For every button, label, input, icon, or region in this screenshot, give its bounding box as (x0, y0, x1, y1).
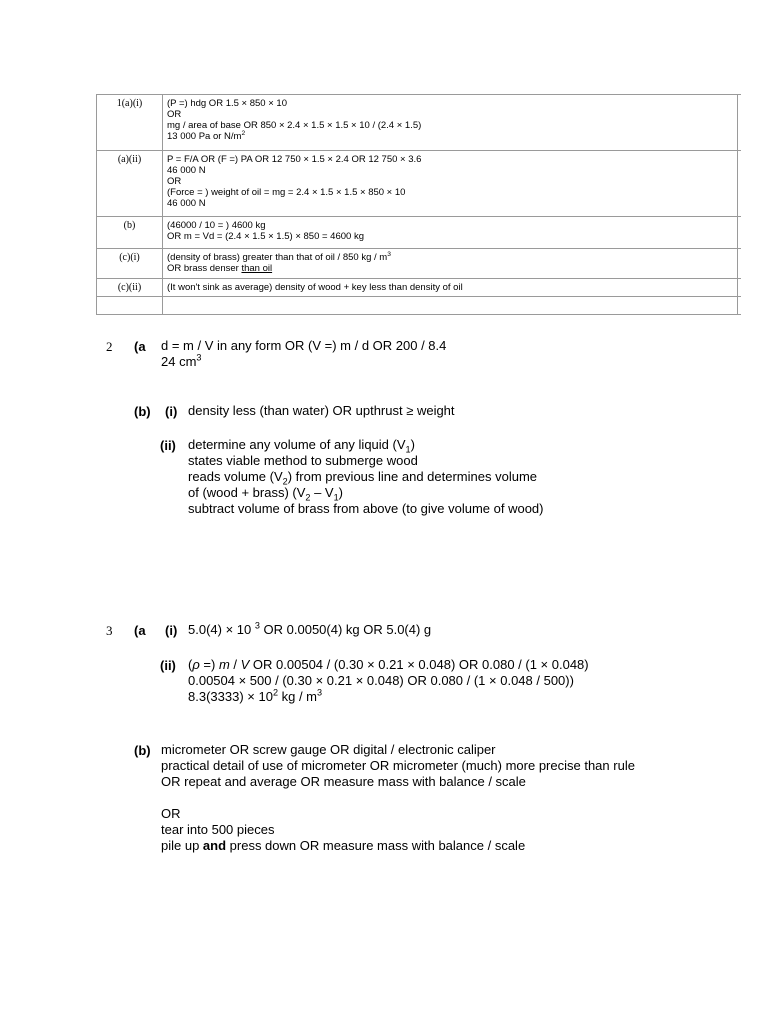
row-label: 1(a)(i) (97, 95, 163, 151)
part-label-bi: (i) (165, 404, 178, 419)
row-label: (c)(ii) (97, 279, 163, 297)
answer-3ai: 5.0(4) × 10 $^3$ OR 0.0050(4) kg OR 5.0(4) g (188, 620, 432, 637)
row-answer: (46000 / 10 = ) 4600 kg OR m = Vd = (2.4 × 1.5 × 1.5) × 850 = 4600 kg (163, 217, 738, 249)
answer-2bi: density less (than water) OR upthrust ≥ weight (188, 403, 455, 418)
part-label-ai: (i) (165, 623, 178, 638)
row-label: (c)(i) (97, 249, 163, 279)
row-answer: (density of brass) greater than that of oil / 850 kg / $m^3$ OR brass denser than oil (163, 249, 738, 279)
part-label-a: (a (134, 623, 146, 638)
row-answer: (P =) hdg OR 1.5 × 850 × 10 OR mg / area of base OR 850 × 2.4 × 1.5 × 1.5 × 10 / (2.4 × 1.5) 13 000 Pa or $N/m^2$ (163, 95, 738, 151)
row-answer: P = F/A OR (F =) PA OR 12 750 × 1.5 × 2.4 OR 12 750 × 3.6 46 000 N OR (Force = ) weight of oil = mg = 2.4 × 1.5 × 1.5 × 850 × 10 46 000 N (163, 151, 738, 217)
table-row (97, 95, 742, 151)
answer-2a: d = m / V in any form OR (V =) m / d OR 200 / 8.4 24 $cm^3$ (161, 338, 447, 369)
part-label-bii: (ii) (160, 438, 176, 453)
table-row-empty (97, 297, 742, 315)
table-row (97, 249, 742, 279)
table-row (97, 279, 742, 297)
question-number: 2 (106, 339, 113, 354)
part-label-aii: (ii) (160, 658, 176, 673)
question-number: 3 (106, 623, 113, 638)
mark-scheme-table (96, 94, 741, 315)
table-row (97, 151, 742, 217)
answer-2bii: determine any volume of any liquid $(V_1)$ states viable method to submerge wood reads volume $(V_2)$ from previous line and determines volume of (wood + brass) $(V_2 - V_1)$ subtract volume of brass from above (to give volume of wood) (188, 437, 544, 516)
row-label: (a)(ii) (97, 151, 163, 217)
part-label-a: (a (134, 339, 146, 354)
part-label-b: (b) (134, 404, 151, 419)
row-label: (b) (97, 217, 163, 249)
answer-3b: micrometer OR screw gauge OR digital / electronic caliper practical detail of use of micrometer OR micrometer (much) more precise than rule OR repeat and average OR measure mass with balance / scale OR tear into 500 pieces pile up and press down OR measure mass with balance / scale (161, 742, 635, 853)
table-row (97, 217, 742, 249)
part-label-b: (b) (134, 743, 151, 758)
row-answer: (It won't sink as average) density of wood + key less than density of oil (163, 279, 738, 297)
answer-3aii: (ρ =) m / V OR 0.00504 / (0.30 × 0.21 × 0.048) OR 0.080 / (1 × 0.048) 0.00504 × 500 / (0.30 × 0.21 × 0.048) OR 0.080 / (1 × 0.048 / 500)) $8.3(3333) \times 10^2$ kg / $m^3$ (188, 657, 589, 704)
